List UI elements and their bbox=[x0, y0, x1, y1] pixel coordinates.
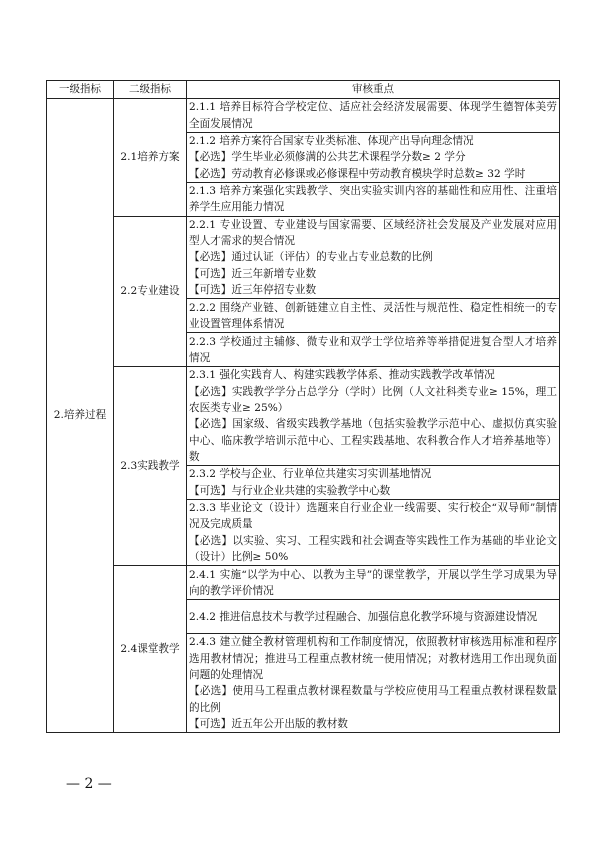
table-row bbox=[47, 99, 560, 133]
criterion-line: 2.3.3 毕业论文（设计）选题来自行业企业一线需要、实行校企“双导师”制情况及完成质量 bbox=[189, 502, 557, 531]
review-focus-cell bbox=[187, 500, 560, 566]
criterion-line: 2.2.3 学校通过主辅修、微专业和双学士学位培养等举措促进复合型人才培养情况 bbox=[189, 335, 557, 364]
review-focus-cell bbox=[187, 299, 560, 333]
level2-indicator: 2.1培养方案 bbox=[114, 99, 187, 217]
criterion-line: 2.4.2 推进信息技术与教学过程融合、加强信息化教学环境与资源建设情况 bbox=[189, 610, 538, 623]
page-number: — 2 — bbox=[66, 776, 112, 792]
review-focus-cell bbox=[187, 182, 560, 216]
requirement-line: 【必选】国家级、省级实践教学基地（包括实验教学示范中心、虚拟仿真实验中心、临床教学培训示范中心、工程实践基地、农科教合作人才培养基地等）数 bbox=[189, 418, 557, 463]
review-focus-cell bbox=[187, 216, 560, 298]
table-header-row bbox=[47, 81, 560, 99]
review-focus-cell bbox=[187, 566, 560, 600]
header-level2: 二级指标 bbox=[114, 81, 187, 99]
level2-indicator: 2.4课堂教学 bbox=[114, 566, 187, 733]
review-focus-cell bbox=[187, 634, 560, 733]
header-review-focus: 审核重点 bbox=[187, 81, 560, 99]
criterion-line: 2.4.3 建立健全教材管理机构和工作制度情况，依照教材审核选用标准和程序选用教材情况；推进马工程重点教材统一使用情况；对教材选用工作出现负面问题的处理情况 bbox=[189, 636, 557, 681]
requirement-line: 【必选】使用马工程重点教材课程数量与学校应使用马工程重点教材课程数量的比例 bbox=[189, 685, 557, 714]
level1-indicator: 2.培养过程 bbox=[47, 99, 114, 733]
table-row bbox=[47, 216, 560, 298]
requirement-line: 【可选】近三年新增专业数 bbox=[189, 267, 317, 280]
criterion-line: 2.1.1 培养目标符合学校定位、适应社会经济发展需要、体现学生德智体美劳全面发展情况 bbox=[189, 101, 557, 130]
requirement-line: 【必选】学生毕业必须修满的公共艺术课程学分数≥ 2 学分 bbox=[189, 151, 466, 164]
table-row bbox=[47, 566, 560, 600]
criterion-line: 2.1.3 培养方案强化实践教学、突出实验实训内容的基础性和应用性、注重培养学生应用能力情况 bbox=[189, 185, 557, 214]
criterion-line: 2.3.2 学校与企业、行业单位共建实习实训基地情况 bbox=[189, 468, 432, 481]
review-focus-cell bbox=[187, 99, 560, 133]
requirement-line: 【必选】实践教学学分占总学分（学时）比例（人文社科类专业≥ 15%，理工农医类专业≥ 25%） bbox=[189, 385, 557, 414]
table-row bbox=[47, 367, 560, 466]
criterion-line: 2.2.2 围绕产业链、创新链建立自主性、灵活性与规范性、稳定性相统一的专业设置管理体系情况 bbox=[189, 301, 557, 330]
requirement-line: 【必选】以实验、实习、工程实践和社会调查等实践性工作为基础的毕业论文（设计）比例≥ 50% bbox=[189, 534, 557, 564]
criterion-line: 2.4.1 实施“以学为中心、以教为主导”的课堂教学，开展以学生学习成果为导向的教学评价情况 bbox=[189, 568, 557, 597]
review-focus-cell bbox=[187, 466, 560, 500]
criterion-line: 2.3.1 强化实践育人、构建实践教学体系、推动实践教学改革情况 bbox=[189, 369, 495, 382]
criterion-line: 2.2.1 专业设置、专业建设与国家需要、区域经济社会发展及产业发展对应用型人才需求的契合情况 bbox=[189, 218, 557, 248]
requirement-line: 【可选】近五年公开出版的教材数 bbox=[189, 717, 348, 730]
requirement-line: 【必选】劳动教育必修课或必修课程中劳动教育模块学时总数≥ 32 学时 bbox=[189, 167, 526, 180]
level2-indicator: 2.2专业建设 bbox=[114, 216, 187, 366]
review-focus-cell bbox=[187, 333, 560, 367]
requirement-line: 【必选】通过认证（评估）的专业占专业总数的比例 bbox=[189, 251, 433, 264]
criterion-line: 2.1.2 培养方案符合国家专业类标准、体现产出导向理念情况 bbox=[189, 135, 474, 147]
level2-indicator: 2.3实践教学 bbox=[114, 367, 187, 566]
review-focus-cell bbox=[187, 367, 560, 466]
review-focus-cell bbox=[187, 133, 560, 183]
requirement-line: 【可选】与行业企业共建的实验教学中心数 bbox=[189, 484, 391, 497]
requirement-line: 【可选】近三年停招专业数 bbox=[189, 284, 317, 297]
review-focus-cell bbox=[187, 600, 560, 634]
audit-table bbox=[46, 80, 560, 733]
header-level1: 一级指标 bbox=[47, 81, 114, 99]
